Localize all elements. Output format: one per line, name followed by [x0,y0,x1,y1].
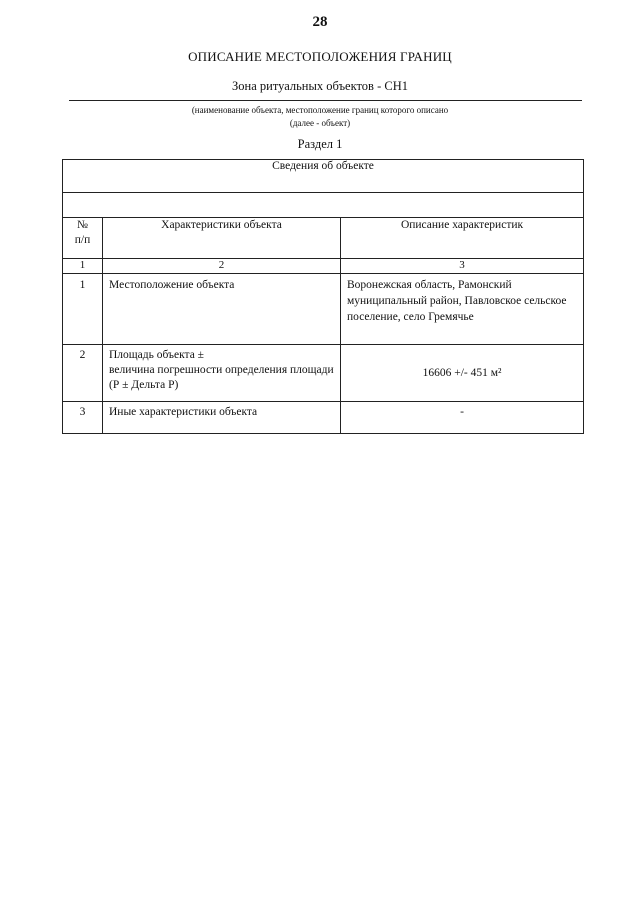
row-characteristic: Местоположение объекта [103,274,341,345]
column-number-row [63,259,584,274]
table-row [63,345,584,402]
object-caption [0,104,640,130]
row-number: 2 [63,345,103,402]
column-number-2: 2 [103,259,341,274]
row-description: - [341,402,584,434]
table-row [63,274,584,345]
table-header-row [63,160,584,193]
section-title: Раздел 1 [297,137,343,151]
row-number: 1 [63,274,103,345]
table-header: Сведения об объекте [63,160,584,193]
caption-line-1: (наименование объекта, местоположение границ которого описано [191,105,449,115]
row-characteristic: Площадь объекта ± величина погрешности определения площади (Р ± Дельта Р) [103,345,341,402]
column-header-row [63,218,584,259]
column-number-1: 1 [63,259,103,274]
column-header-num: № п/п [63,218,103,259]
column-header-description: Описание характеристик [341,218,584,259]
row-description: 16606 +/- 451 м² [341,345,584,402]
column-header-characteristics: Характеристики объекта [103,218,341,259]
row-description: Воронежская область, Рамонский муниципальный район, Павловское сельское поселение, село Гремячье [341,274,584,345]
table-empty-row [63,193,584,218]
document-title: ОПИСАНИЕ МЕСТОПОЛОЖЕНИЯ ГРАНИЦ [188,49,452,64]
row-characteristic: Иные характеристики объекта [103,402,341,434]
table-empty-cell [63,193,584,218]
column-number-3: 3 [341,259,584,274]
page-number: 28 [312,14,328,30]
table-row [63,402,584,434]
object-info-table [62,159,584,434]
row-number: 3 [63,402,103,434]
caption-line-2: (далее - объект) [289,118,351,128]
object-name-underline [69,100,582,101]
object-name: Зона ритуальных объектов - СН1 [232,79,408,93]
